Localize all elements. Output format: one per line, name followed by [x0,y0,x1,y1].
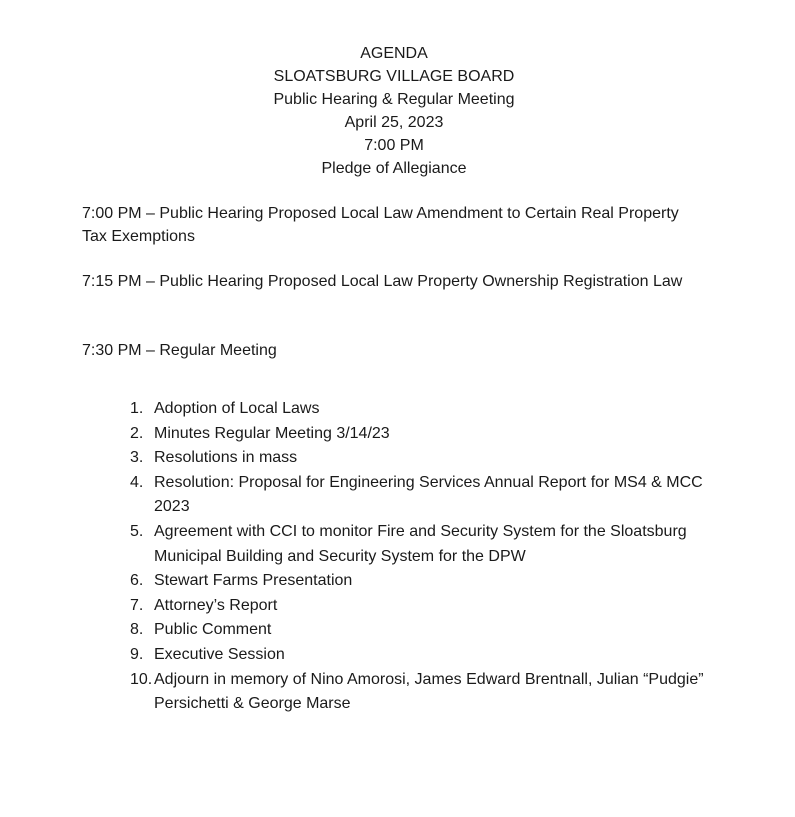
list-item [130,569,710,594]
item-text: Stewart Farms Presentation [154,572,353,590]
item-text: Agreement with CCI to monitor Fire and Security System for the Sloatsburg Municipal Building and Security System for the DPW [154,522,687,565]
item-text: Adoption of Local Laws [154,400,320,417]
item-text: Public Comment [154,621,272,639]
item-number: 8. [130,621,144,639]
item-text: Resolutions in mass [154,449,298,467]
pledge-line: Pledge of Allegiance [321,160,467,177]
list-item [130,422,710,447]
item-text: Attorney’s Report [154,596,278,614]
agenda-items-list [130,397,710,717]
meeting-date: April 25, 2023 [344,114,444,131]
list-item [130,446,710,471]
list-item [130,471,710,520]
item-number: 2. [130,424,144,442]
list-item [130,668,710,717]
meeting-type: Public Hearing & Regular Meeting [273,91,515,108]
meeting-time: 7:00 PM [364,137,424,154]
session-public-hearing-tax-exemptions: 7:00 PM – Public Hearing Proposed Local Law Amendment to Certain Real Property Tax Exemptions [82,205,679,245]
list-item [130,397,710,422]
item-text: Resolution: Proposal for Engineering Services Annual Report for MS4 & MCC 2023 [154,473,703,516]
item-number: 9. [130,645,144,663]
item-number: 3. [130,449,144,467]
item-number: 10. [130,670,153,688]
item-number: 6. [130,572,144,590]
item-number: 7. [130,596,144,614]
session-public-hearing-ownership-registration: 7:15 PM – Public Hearing Proposed Local Law Property Ownership Registration Law [82,273,683,290]
list-item [130,520,710,569]
item-text: Executive Session [154,645,285,663]
list-item [130,618,710,643]
organization-name: SLOATSBURG VILLAGE BOARD [273,68,515,85]
item-number: 4. [130,473,144,491]
list-item [130,643,710,668]
agenda-header [0,42,788,180]
session-regular-meeting: 7:30 PM – Regular Meeting [82,342,277,359]
item-text: Minutes Regular Meeting 3/14/23 [154,424,390,442]
item-number: 5. [130,522,144,540]
item-number: 1. [130,400,144,417]
list-item [130,594,710,619]
document-title: AGENDA [360,45,428,62]
item-text: Adjourn in memory of Nino Amorosi, James Edward Brentnall, Julian “Pudgie” Persichetti & George Marse [154,670,704,713]
